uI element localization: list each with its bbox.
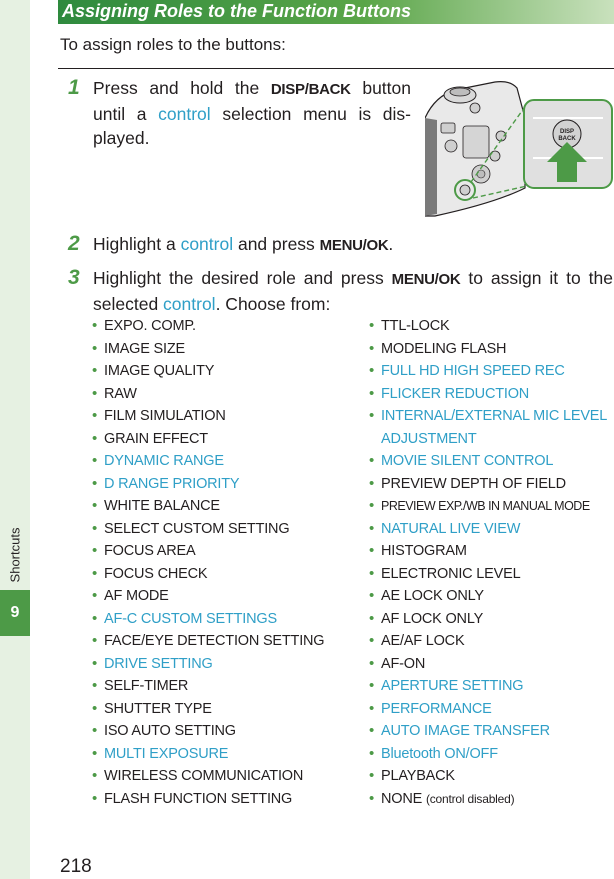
step-3-text-b: to assign it to the selected <box>93 268 613 314</box>
step-1-text-c: selection menu is dis-played. <box>93 104 411 148</box>
step-2-text-a: Highlight a <box>93 234 181 254</box>
list-item[interactable]: • D RANGE PRIORITY <box>92 473 362 496</box>
disp-back-key: DISP/BACK <box>270 81 351 98</box>
control-link[interactable]: control <box>158 104 211 124</box>
step-3-text-c: . Choose from: <box>215 294 331 314</box>
list-item: • SELECT CUSTOM SETTING <box>92 518 362 541</box>
list-item: • ELECTRONIC LEVEL <box>369 563 613 586</box>
list-item-none <box>369 788 613 811</box>
list-item[interactable]: • AUTO IMAGE TRANSFER <box>369 720 613 743</box>
list-item: • PLAYBACK <box>369 765 613 788</box>
list-item: • IMAGE QUALITY <box>92 360 362 383</box>
list-item: • RAW <box>92 383 362 406</box>
list-item: • SHUTTER TYPE <box>92 698 362 721</box>
list-item[interactable]: • Bluetooth ON/OFF <box>369 743 613 766</box>
list-item: • GRAIN EFFECT <box>92 428 362 451</box>
list-item: • FOCUS AREA <box>92 540 362 563</box>
intro-text: To assign roles to the buttons: <box>60 35 286 54</box>
step-1-text-a: Press and hold the <box>93 78 271 98</box>
menu-ok-key: MENU/OK <box>319 237 389 254</box>
list-item: • AF-ON <box>369 653 613 676</box>
step-3-text <box>93 266 613 316</box>
step-2-text-b: and press <box>233 234 320 254</box>
list-item[interactable]: • PERFORMANCE <box>369 698 613 721</box>
list-item[interactable]: • DYNAMIC RANGE <box>92 450 362 473</box>
list-item: • WHITE BALANCE <box>92 495 362 518</box>
list-item: • AF MODE <box>92 585 362 608</box>
step-3-number: 3 <box>68 266 80 289</box>
none-note: (control disabled) <box>425 791 515 806</box>
list-item: • AE/AF LOCK <box>369 630 613 653</box>
divider <box>58 68 614 69</box>
list-item: • FLASH FUNCTION SETTING <box>92 788 362 811</box>
list-item: • PREVIEW EXP./WB IN MANUAL MODE <box>369 495 613 518</box>
list-item[interactable]: • MULTI EXPOSURE <box>92 743 362 766</box>
list-item[interactable]: • AF-C CUSTOM SETTINGS <box>92 608 362 631</box>
list-item: • AE LOCK ONLY <box>369 585 613 608</box>
step-1-number: 1 <box>68 76 80 99</box>
list-item: • AF LOCK ONLY <box>369 608 613 631</box>
page-number: 218 <box>60 856 92 877</box>
list-item: • EXPO. COMP. <box>92 315 362 338</box>
camera-illustration <box>425 78 614 218</box>
list-item[interactable]: • DRIVE SETTING <box>92 653 362 676</box>
list-item: • HISTOGRAM <box>369 540 613 563</box>
step-3-text-a: Highlight the desired role and press <box>93 268 392 288</box>
list-item: • FOCUS CHECK <box>92 563 362 586</box>
list-item: • FILM SIMULATION <box>92 405 362 428</box>
list-item[interactable]: • NATURAL LIVE VIEW <box>369 518 613 541</box>
list-item[interactable]: • APERTURE SETTING <box>369 675 613 698</box>
section-title: Assigning Roles to the Function Buttons <box>62 1 411 21</box>
back-button-label: BACK <box>558 136 576 142</box>
step-2-text <box>93 232 593 258</box>
step-1-text <box>93 76 411 150</box>
list-item[interactable]: • FULL HD HIGH SPEED REC <box>369 360 613 383</box>
none-label: NONE <box>381 790 423 807</box>
list-item[interactable]: • INTERNAL/EXTERNAL MIC LEVEL ADJUSTMENT <box>369 405 613 450</box>
step-1-text-b: button until a <box>93 78 411 124</box>
list-item: • WIRELESS COMMUNICATION <box>92 765 362 788</box>
control-link[interactable]: control <box>163 294 216 314</box>
control-link[interactable]: control <box>180 234 234 254</box>
list-item: • TTL-LOCK <box>369 315 613 338</box>
list-item: • MODELING FLASH <box>369 338 613 361</box>
options-list-left <box>92 315 362 810</box>
list-item: • PREVIEW DEPTH OF FIELD <box>369 473 613 496</box>
chapter-tab: 9 <box>0 590 30 636</box>
menu-ok-key: MENU/OK <box>391 271 461 288</box>
list-item: • SELF-TIMER <box>92 675 362 698</box>
sidebar-section-label: Shortcuts <box>7 527 23 583</box>
disp-button-label: DISP <box>559 129 575 135</box>
list-item: • ISO AUTO SETTING <box>92 720 362 743</box>
list-item: • FACE/EYE DETECTION SETTING <box>92 630 362 653</box>
step-2-number: 2 <box>68 232 80 255</box>
options-list-right <box>369 315 613 810</box>
list-item: • IMAGE SIZE <box>92 338 362 361</box>
sidebar-strip <box>0 0 30 879</box>
step-2-text-c: . <box>388 234 394 254</box>
section-header <box>58 0 614 24</box>
list-item[interactable]: • MOVIE SILENT CONTROL <box>369 450 613 473</box>
list-item[interactable]: • FLICKER REDUCTION <box>369 383 613 406</box>
